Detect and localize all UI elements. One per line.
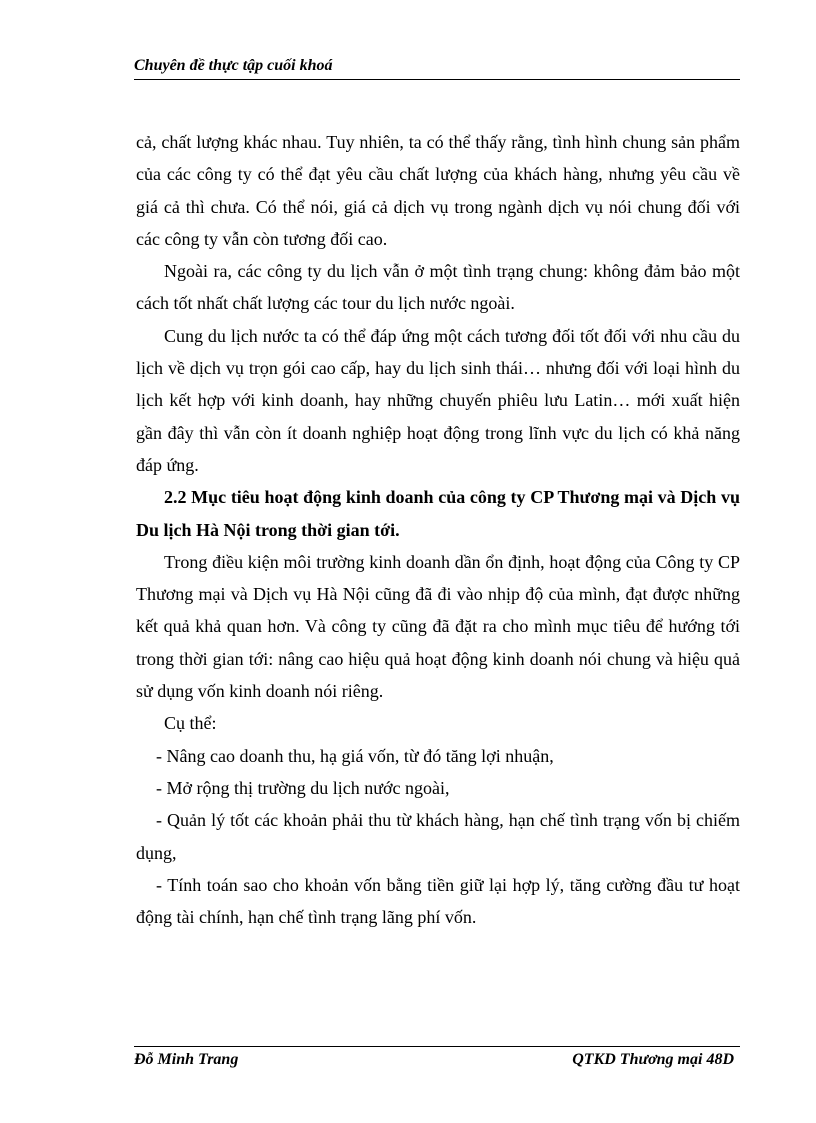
list-intro: Cụ thể: (164, 713, 217, 734)
header-title: Chuyên đề thực tập cuối khoá (134, 57, 333, 74)
document-body (136, 126, 740, 933)
page-header (134, 57, 740, 80)
list-item: - Quản lý tốt các khoản phải thu từ khách hàng, hạn chế tình trạng vốn bị chiếm dụng, (136, 810, 740, 863)
footer-class: QTKD Thương mại 48D (572, 1051, 734, 1068)
list-item: - Tính toán sao cho khoản vốn bằng tiền giữ lại hợp lý, tăng cường đầu tư hoạt động tài chính, hạn chế tình trạng lãng phí vốn. (136, 874, 740, 928)
section-heading: 2.2 Mục tiêu hoạt động kinh doanh của công ty CP Thương mại và Dịch vụ Du lịch Hà Nội trong thời gian tới. (136, 487, 740, 540)
paragraph-continuation: cả, chất lượng khác nhau. Tuy nhiên, ta có thể thấy rằng, tình hình chung sản phẩm của các công ty có thể đạt yêu cầu chất lượng của khách hàng, nhưng yêu cầu về giá cả thì chưa. Có thể nói, giá cả dịch vụ trong ngành dịch vụ nói chung đối với các công ty vẫn còn tương đối cao. (136, 132, 740, 249)
paragraph: Cung du lịch nước ta có thể đáp ứng một cách tương đối tốt đối với nhu cầu du lịch về dịch vụ trọn gói cao cấp, hay du lịch sinh thái… nhưng đối với loại hình du lịch kết hợp với kinh doanh, hay những chuyến phiêu lưu Latin… mới xuất hiện gần đây thì vẫn còn ít doanh nghiệp hoạt động trong lĩnh vực du lịch có khả năng đáp ứng. (136, 325, 740, 475)
paragraph: Trong điều kiện môi trường kinh doanh dần ổn định, hoạt động của Công ty CP Thương mại và Dịch vụ Hà Nội cũng đã đi vào nhịp độ của mình, đạt được những kết quả khả quan hơn. Và công ty cũng đã đặt ra cho mình mục tiêu để hướng tới trong thời gian tới: nâng cao hiệu quả hoạt động kinh doanh nói chung và hiệu quả sử dụng vốn kinh doanh nói riêng. (136, 551, 740, 702)
page-footer (134, 1046, 740, 1077)
footer-author: Đỗ Minh Trang (134, 1051, 239, 1068)
paragraph: Ngoài ra, các công ty du lịch vẫn ở một tình trạng chung: không đảm bảo một cách tốt nhất chất lượng các tour du lịch nước ngoài. (136, 261, 740, 314)
list-item: - Mở rộng thị trường du lịch nước ngoài, (156, 777, 450, 798)
list-item: - Nâng cao doanh thu, hạ giá vốn, từ đó tăng lợi nhuận, (156, 745, 554, 766)
